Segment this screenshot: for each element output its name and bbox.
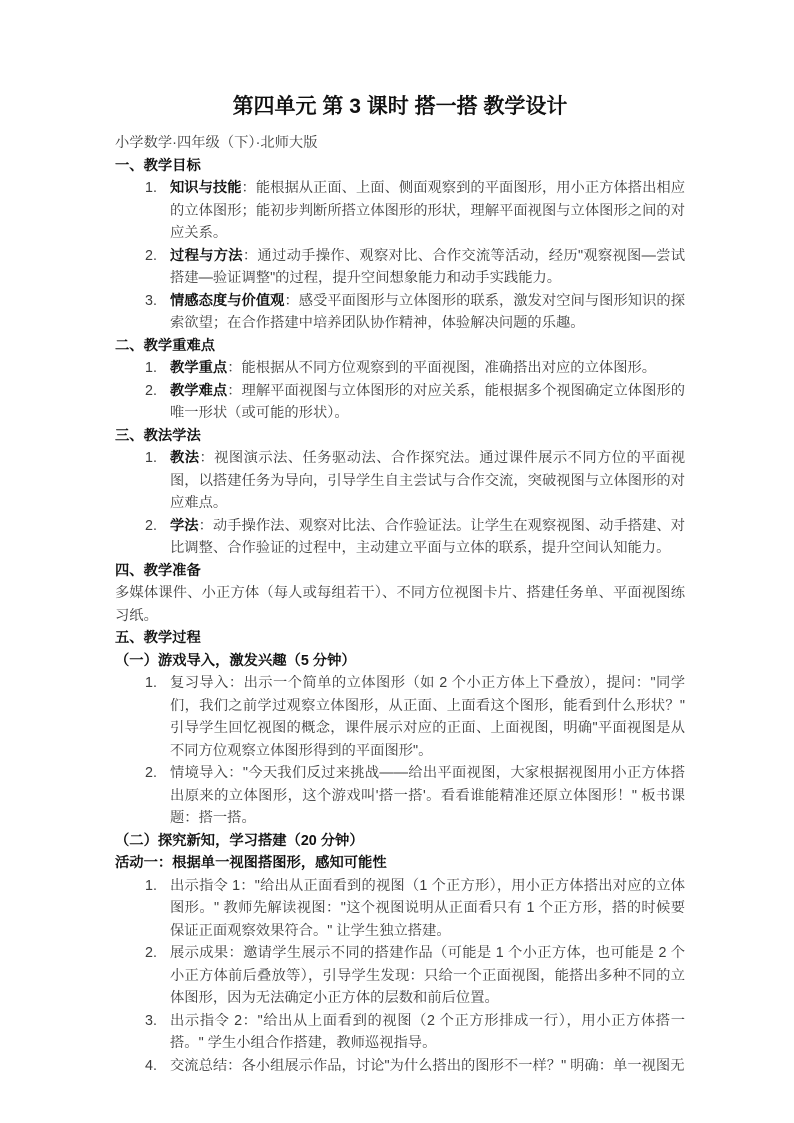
item-number: 4. bbox=[145, 1057, 157, 1074]
list-item bbox=[115, 762, 685, 830]
item-text: ：感受平面图形与立体图形的联系，激发对空间与图形知识的探索欲望；在合作搭建中培养团队协作精神，体验解决问题的乐趣。 bbox=[170, 292, 686, 331]
item-number: 2. bbox=[145, 382, 157, 399]
list-item bbox=[115, 290, 685, 335]
item-text: 交流总结：各小组展示作品，讨论"为什么搭出的图形不一样？" 明确：单一视图无 bbox=[170, 1057, 685, 1074]
activity-1-heading: 活动一：根据单一视图搭图形，感知可能性 bbox=[115, 855, 387, 871]
list-item bbox=[115, 177, 685, 245]
item-number: 2. bbox=[145, 517, 157, 534]
item-number: 1. bbox=[145, 877, 157, 894]
item-text: 出示指令 2："给出从上面看到的视图（2 个正方形排成一行），用小正方体搭一搭。" 学生小组合作搭建，教师巡视指导。 bbox=[170, 1012, 685, 1051]
subsection-heading-intro-game: （一）游戏导入，激发兴趣（5 分钟） bbox=[115, 652, 356, 669]
item-number: 1. bbox=[145, 675, 157, 691]
list-item bbox=[115, 1055, 685, 1078]
item-text: ：通过动手操作、观察对比、合作交流等活动，经历"观察视图—尝试搭建—验证调整"的过程，提升空间想象能力和动手实践能力。 bbox=[170, 247, 686, 286]
list-item bbox=[115, 357, 685, 380]
list-item bbox=[115, 245, 685, 290]
item-text: ：视图演示法、任务驱动法、合作探究法。通过课件展示不同方位的平面视图，以搭建任务为导向，引导学生自主尝试与合作交流，突破视图与立体图形的对应难点。 bbox=[170, 450, 685, 511]
item-lead: 知识与技能 bbox=[170, 180, 242, 196]
list-item bbox=[115, 672, 685, 762]
list-item bbox=[115, 447, 685, 515]
item-text: 复习导入：出示一个简单的立体图形（如 2 个小正方体上下叠放），提问："同学们，我们之前学过观察立体图形，从正面、上面看这个图形，能看到什么形状？" 引导学生回忆视图的概念，课件展示对应的正面、上面视图，明确"平面视图是从不同方位观察立体图形得到的平面图形"。 bbox=[170, 675, 685, 759]
doc-subtitle: 小学数学·四年级（下）·北师大版 bbox=[115, 135, 318, 151]
list-item bbox=[115, 515, 685, 560]
page-title: 第四单元 第 3 课时 搭一搭 教学设计 bbox=[232, 95, 568, 118]
item-number: 2. bbox=[145, 945, 157, 961]
item-lead: 教学重点 bbox=[170, 360, 228, 376]
section-heading-methods: 三、教法学法 bbox=[115, 427, 201, 444]
item-number: 1. bbox=[145, 450, 157, 466]
subsection-heading-explore: （二）探究新知，学习搭建（20 分钟） bbox=[115, 832, 364, 849]
item-number: 1. bbox=[145, 360, 157, 376]
list-item bbox=[115, 1010, 685, 1055]
item-lead: 情感态度与价值观 bbox=[170, 292, 285, 309]
item-number: 3. bbox=[145, 1012, 157, 1029]
preparation-paragraph: 多媒体课件、小正方体（每人或每组若干）、不同方位视图卡片、搭建任务单、平面视图练习纸。 bbox=[115, 585, 685, 624]
item-text: ：能根据从不同方位观察到的平面视图，准确搭出对应的立体图形。 bbox=[227, 360, 657, 376]
item-number: 1. bbox=[145, 180, 157, 196]
section-heading-process: 五、教学过程 bbox=[115, 630, 201, 646]
item-number: 2. bbox=[145, 765, 157, 781]
item-text: 情境导入："今天我们反过来挑战——给出平面视图，大家根据视图用小正方体搭出原来的立体图形，这个游戏叫'搭一搭'。看看谁能精准还原立体图形！" 板书课题：搭一搭。 bbox=[170, 765, 685, 826]
item-text: ：理解平面视图与立体图形的对应关系，能根据多个视图确定立体图形的唯一形状（或可能的形状）。 bbox=[170, 382, 686, 421]
section-heading-objectives: 一、教学目标 bbox=[115, 157, 201, 174]
list-item bbox=[115, 942, 685, 1010]
item-lead: 教法 bbox=[170, 450, 200, 466]
item-number: 3. bbox=[145, 292, 157, 309]
item-text: ：能根据从正面、上面、侧面观察到的平面图形，用小正方体搭出相应的立体图形；能初步判断所搭立体图形的形状，理解平面视图与立体图形之间的对应关系。 bbox=[170, 180, 685, 241]
item-lead: 教学难点 bbox=[170, 382, 228, 399]
item-lead: 学法 bbox=[170, 517, 199, 534]
item-text: 展示成果：邀请学生展示不同的搭建作品（可能是 1 个小正方体，也可能是 2 个小正方体前后叠放等），引导学生发现：只给一个正面视图，能搭出多种不同的立体图形，因为无法确定小正方体的层数和前后位置。 bbox=[170, 945, 685, 1006]
item-lead: 过程与方法 bbox=[170, 247, 243, 264]
item-text: ：动手操作法、观察对比法、合作验证法。让学生在观察视图、动手搭建、对比调整、合作验证的过程中，主动建立平面与立体的联系，提升空间认知能力。 bbox=[170, 517, 686, 556]
section-heading-preparation: 四、教学准备 bbox=[115, 562, 201, 579]
list-item bbox=[115, 380, 685, 425]
section-heading-key-points: 二、教学重难点 bbox=[115, 337, 216, 354]
list-item bbox=[115, 875, 685, 943]
item-text: 出示指令 1："给出从正面看到的视图（1 个正方形），用小正方体搭出对应的立体图形。" 教师先解读视图："这个视图说明从正面看只有 1 个正方形，搭的时候要保证正面观察效果符合。" 让学生独立搭建。 bbox=[170, 877, 685, 939]
item-number: 2. bbox=[145, 247, 157, 264]
